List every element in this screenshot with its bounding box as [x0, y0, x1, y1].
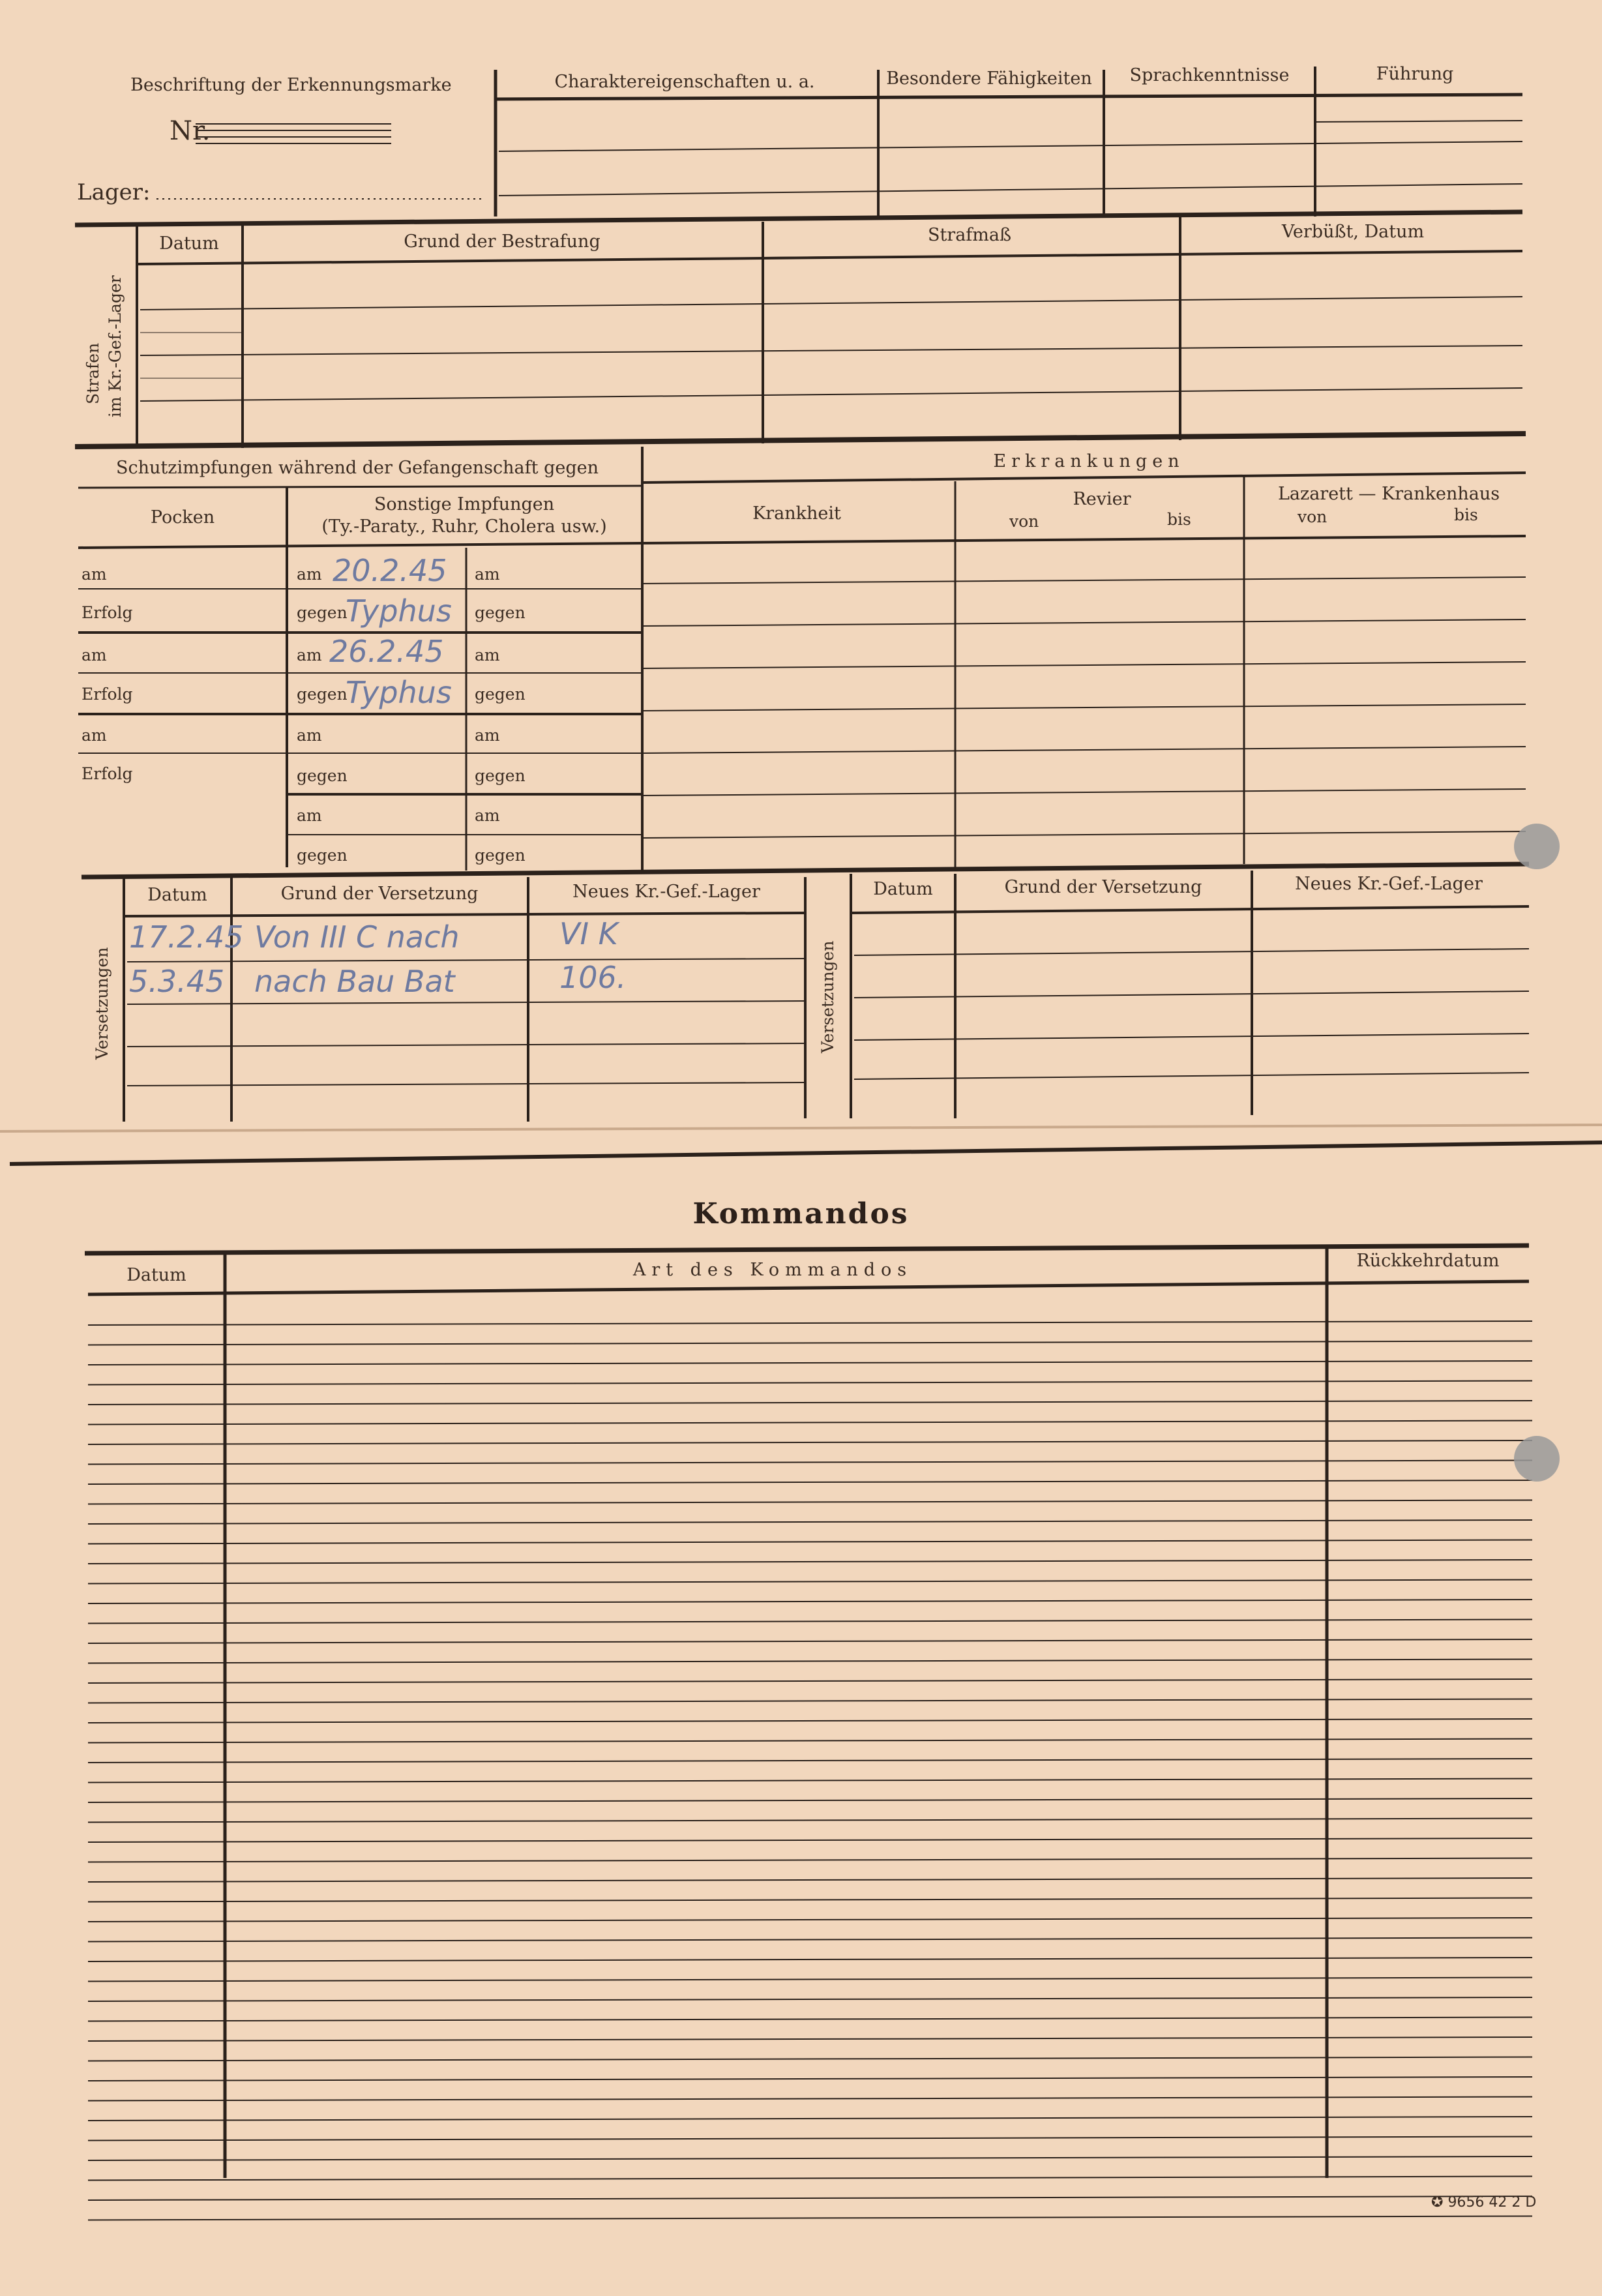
impfung-disease-2: Typhus [346, 675, 452, 710]
print-code [1431, 2194, 1536, 2211]
kommando-row-line [88, 1620, 1532, 1624]
kommando-row-line [88, 2057, 1532, 2061]
kommando-row-line [88, 1421, 1532, 1425]
sonstige2-am-2: am [475, 646, 500, 664]
kommando-row-line [88, 2156, 1532, 2160]
kommando-row-line [88, 1500, 1532, 1504]
kommando-row-line [88, 1580, 1532, 1584]
impfung-disease-1: Typhus [346, 593, 452, 629]
charakter-header: Charaktereigenschaften u. a. [554, 72, 815, 92]
kommandos-art-header: Art des Kommandos [632, 1260, 913, 1280]
kommando-row-line [88, 1838, 1532, 1842]
print-code-text: 9656 42 2 D [1447, 2194, 1537, 2211]
versetzungen-side-label-right: Versetzungen [818, 940, 837, 1053]
kommando-row-line [88, 1321, 1532, 1325]
sonstige-gegen-1: gegen [297, 603, 348, 622]
kommando-row-line [88, 1679, 1532, 1683]
pocken-am-3: am [82, 726, 107, 745]
kommando-row-line [88, 2196, 1532, 2200]
pocken-header: Pocken [150, 507, 215, 528]
kommando-row-line [88, 1759, 1532, 1763]
versetzungen-side-label-left: Versetzungen [93, 947, 111, 1060]
versetzung-datum-header-right: Datum [873, 879, 933, 899]
strafen-datum-header: Datum [159, 233, 219, 254]
sonstige2-am-3: am [475, 726, 500, 745]
sonstige-gegen-2: gegen [297, 685, 348, 704]
pocken-erfolg-3: Erfolg [82, 764, 133, 783]
sonstige-am-1: am [297, 565, 322, 584]
kommando-row-line [88, 1480, 1532, 1484]
sonstige-gegen-4: gegen [297, 846, 348, 865]
kommando-row-line [88, 1819, 1532, 1823]
sonstige-header-2: (Ty.-Paraty., Ruhr, Cholera usw.) [321, 516, 607, 537]
kommando-row-line [88, 1798, 1532, 1802]
kommandos-datum-header: Datum [126, 1265, 186, 1285]
strafen-grund-header: Grund der Bestrafung [404, 231, 601, 252]
kommando-row-line [88, 1639, 1532, 1643]
kommando-row-line [88, 1878, 1532, 1882]
versetzung-grund-2: nach Bau Bat [254, 964, 455, 999]
versetzung-datum-2: 5.3.45 [129, 964, 225, 999]
kommando-row-line [88, 1938, 1532, 1942]
revier-von: von [1009, 512, 1039, 531]
kommando-row-line [88, 1978, 1532, 1982]
lazarett-bis: bis [1454, 505, 1478, 524]
kommando-row-line [88, 2117, 1532, 2121]
kommando-row-line [88, 1381, 1532, 1385]
kommando-row-line [88, 1440, 1532, 1444]
versetzung-grund-header-right: Grund der Versetzung [1004, 877, 1202, 897]
kommando-row-line [88, 1361, 1532, 1365]
faehigkeiten-header: Besondere Fähigkeiten [886, 68, 1092, 89]
versetzung-lager-2: 106. [559, 960, 627, 995]
kommando-row-line [88, 1540, 1532, 1544]
kommando-row-line [88, 1461, 1532, 1465]
revier-bis: bis [1167, 510, 1191, 529]
kommando-row-line [88, 2137, 1532, 2141]
nr-label: Nr. [170, 116, 211, 146]
versetzung-grund-header-left: Grund der Versetzung [280, 884, 479, 904]
strafen-side-label-1: Strafen [83, 342, 102, 404]
kommando-row-line [88, 1779, 1532, 1783]
sonstige2-am-4: am [475, 806, 500, 825]
versetzung-datum-header-left: Datum [147, 885, 207, 905]
sonstige-gegen-3: gegen [297, 766, 348, 785]
kommando-row-line [88, 2077, 1532, 2081]
verbuesst-header: Verbüßt, Datum [1281, 222, 1425, 242]
kommando-row-line [88, 1958, 1532, 1961]
kommandos-title: Kommandos [692, 1197, 910, 1230]
kommando-row-line [88, 2037, 1532, 2041]
kommando-row-line [88, 1660, 1532, 1663]
kommando-row-line [88, 1341, 1532, 1345]
versetzung-lager-1: VI K [559, 916, 618, 951]
kommando-row-line [88, 1858, 1532, 1862]
strafmass-header: Strafmaß [927, 225, 1012, 245]
sonstige-am-3: am [297, 726, 322, 745]
versetzung-grund-1: Von III C nach [254, 919, 460, 955]
impfungen-header: Schutzimpfungen während der Gefangenschaft gegen [116, 458, 599, 478]
kommando-row-line [88, 1997, 1532, 2001]
fuehrung-header: Führung [1376, 64, 1454, 84]
lazarett-header: Lazarett — Krankenhaus [1277, 484, 1500, 504]
sonstige2-gegen-2: gegen [475, 685, 526, 704]
kommando-row-line [88, 1898, 1532, 1902]
lazarett-von: von [1298, 507, 1328, 526]
pocken-am-2: am [82, 646, 107, 664]
sprach-header: Sprachkenntnisse [1129, 65, 1290, 85]
pocken-erfolg-2: Erfolg [82, 685, 133, 704]
kommando-row-line [88, 2097, 1532, 2101]
sonstige2-gegen-3: gegen [475, 766, 526, 785]
impfung-date-1: 20.2.45 [333, 553, 447, 588]
sonstige2-am-1: am [475, 565, 500, 584]
kommando-row-line [88, 1401, 1532, 1405]
kommando-row-line [88, 2018, 1532, 2021]
kommando-row-line [88, 1520, 1532, 1524]
kommando-row-line [88, 1739, 1532, 1743]
kommando-row-line [88, 1918, 1532, 1922]
sonstige2-gegen-4: gegen [475, 846, 526, 865]
kommando-row-line [88, 1560, 1532, 1564]
lager-label: Lager: [77, 179, 151, 205]
punch-hole-1 [1514, 824, 1560, 869]
impfung-date-2: 26.2.45 [329, 634, 444, 669]
kommando-row-line [88, 1699, 1532, 1703]
sonstige2-gegen-1: gegen [475, 603, 526, 622]
kommandos-rueckkehr-header: Rückkehrdatum [1356, 1251, 1500, 1271]
versetzung-datum-1: 17.2.45 [129, 919, 244, 955]
pocken-erfolg-1: Erfolg [82, 603, 133, 622]
print-mark-icon: ✪ [1431, 2194, 1444, 2211]
sonstige-header-1: Sonstige Impfungen [374, 494, 555, 514]
strafen-side-label-2: im Kr.-Gef.-Lager [106, 275, 125, 417]
erkrankungen-header: Erkrankungen [993, 451, 1185, 471]
kommando-row-line [88, 2177, 1532, 2181]
revier-header: Revier [1073, 489, 1131, 509]
kommando-row-line [88, 1600, 1532, 1603]
versetzung-lager-header-right: Neues Kr.-Gef.-Lager [1295, 874, 1483, 894]
kommando-row-line [88, 2216, 1532, 2220]
sonstige-am-4: am [297, 806, 322, 825]
pocken-am-1: am [82, 565, 107, 584]
sonstige-am-2: am [297, 646, 322, 664]
krankheit-header: Krankheit [752, 503, 841, 524]
erkennungsmarke-label: Beschriftung der Erkennungsmarke [130, 75, 452, 95]
versetzung-lager-header-left: Neues Kr.-Gef.-Lager [572, 882, 760, 902]
punch-hole-2 [1514, 1436, 1560, 1482]
kommando-row-line [88, 1719, 1532, 1723]
